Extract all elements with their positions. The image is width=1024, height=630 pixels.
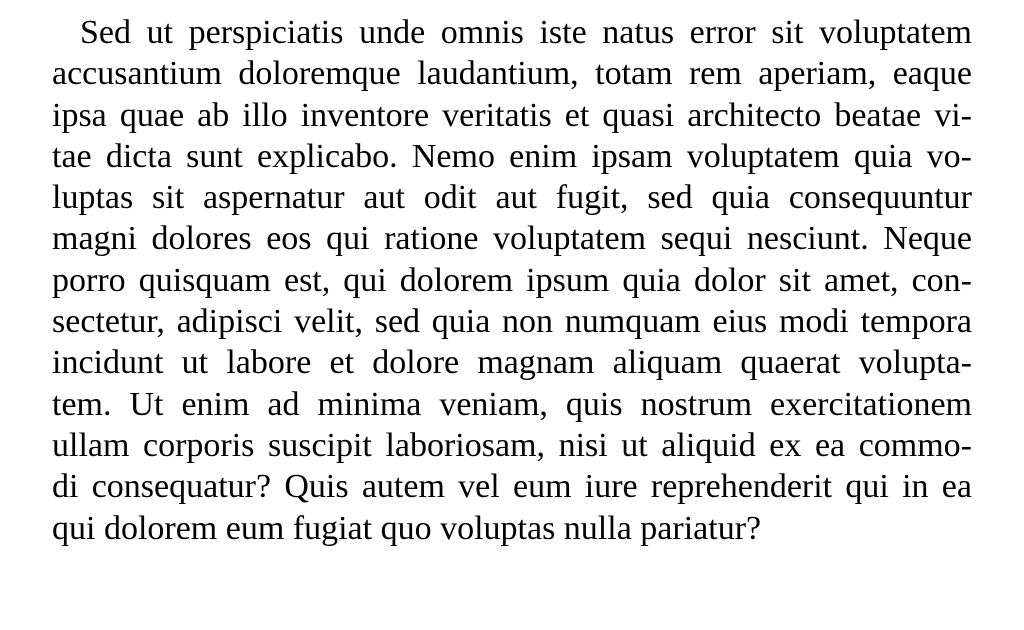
text-line: incidunt ut labore et dolore magnam aliquam quaerat volupta- (52, 344, 972, 382)
text-line: accusantium doloremque laudantium, totam rem aperiam, eaque (52, 55, 972, 93)
text-line: Sed ut perspiciatis unde omnis iste natus error sit voluptatem (80, 14, 972, 51)
text-line: qui dolorem eum fugiat quo voluptas nulla pariatur? (52, 509, 762, 547)
text-line: tae dicta sunt explicabo. Nemo enim ipsam voluptatem quia vo- (52, 137, 972, 175)
text-line: di consequatur? Quis autem vel eum iure reprehenderit qui in ea (52, 468, 972, 506)
text-line: sectetur, adipisci velit, sed quia non numquam eius modi tempora (52, 303, 972, 341)
text-line: magni dolores eos qui ratione voluptatem sequi nesciunt. Neque (52, 220, 972, 258)
text-line: tem. Ut enim ad minima veniam, quis nostrum exercitationem (52, 385, 972, 423)
text-line: luptas sit aspernatur aut odit aut fugit, sed quia consequuntur (52, 179, 972, 217)
text-line: ipsa quae ab illo inventore veritatis et quasi architecto beatae vi- (52, 96, 972, 134)
body-paragraph (52, 12, 972, 549)
text-line: porro quisquam est, qui dolorem ipsum quia dolor sit amet, con- (52, 261, 972, 299)
text-line: ullam corporis suscipit laboriosam, nisi ut aliquid ex ea commo- (52, 426, 972, 464)
